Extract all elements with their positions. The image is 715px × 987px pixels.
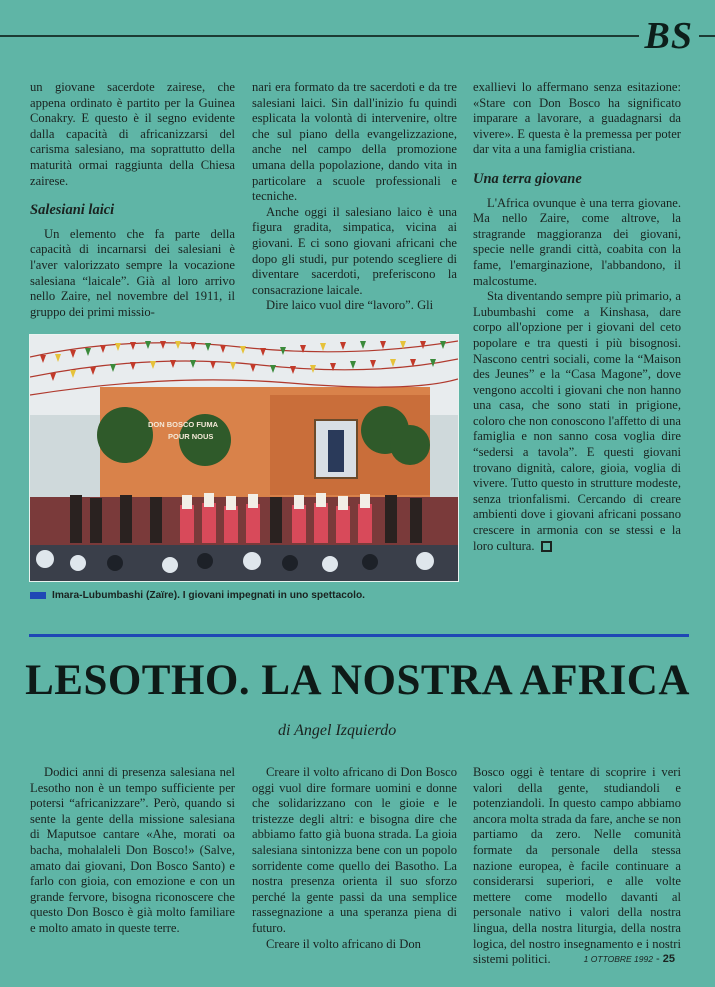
- article1-column-2: [252, 80, 457, 314]
- paragraph: L'Africa ovunque è una terra giovane. Ma nello Zaire, come altrove, la stragrande maggioranza dei giovani, specie nelle grandi città, coabita con la fame, l'emarginazione, l'abbandono, il malcostume.: [473, 195, 681, 288]
- paragraph: Creare il volto africano di Don: [266, 936, 421, 951]
- article2-column-3: [473, 765, 681, 968]
- paragraph: Dodici anni di presenza salesiana nel Lesotho non è un tempo sufficiente per potersi “africanizzare”. Però, quando si sente la gente della missione salesiana di Maputsoe cantare «Ahe, morati oa bacha, mohalaleli Don Bosco!» (Salve, amato dai giovani, Don Bosco Santo) e farlo con gioia, con emozione e con un grande fervore, bisogna riconoscere che questo Don Bosco è già molto familiare e molto amato in queste terre.: [30, 765, 235, 935]
- article1-column-3: [473, 80, 681, 554]
- paragraph: Sta diventando sempre più primario, a Lubumbashi come a Kinshasa, dare corpo all'opzione per i giovani del ceto popolare e tra questi i più bisognosi. Nascono centri sociali, come la “Maison des Jeunes” e la “Casa Magone”, dove vengono accolti i giovani che non hanno una casa, che sono stati in prigione, coloro che non conoscono l'affetto di una famiglia e non sanno cosa voglia dire “sedersi a tavola”. E questi giovani trovano dignità, calore, gioia, voglia di vivere. Tutto questo in strutture modeste, senza trionfalismi. Cercando di creare ambienti dove i giovani africani possano crescere in armonia con se stessi e la loro cultura.: [473, 289, 681, 553]
- article1-column-1: [30, 80, 235, 320]
- article-byline: di Angel Izquierdo: [278, 722, 397, 739]
- paragraph: exallievi lo affermano senza esitazione: «Stare con Don Bosco ha significato imparare a lavorare, a guadagnarsi da vivere». E questa è la premessa per poter dar vita a una famiglia cristiana.: [473, 80, 681, 157]
- paragraph: Un elemento che fa parte della capacità di incarnarsi dei salesiani è l'aver valorizzato sempre la vocazione salesiana “laicale”. Già al loro arrivo nello Zaire, nel novembre del 1911, il gruppo dei primi missio-: [30, 226, 235, 319]
- paragraph: Creare il volto africano di Don Bosco oggi vuol dire formare uomini e donne che solidarizzano con le gioie e le tristezze degli altri: e bisogna dire che abbiamo fatto già buona strada. La gioia salesiana sintonizza bene con un popolo sorridente come quello dei Basotho. La nostra presenza orienta il suo sforzo perché la gente passi da una semplice rassegnazione a una speranza piena di futuro.: [252, 765, 457, 935]
- page-footer: [584, 953, 675, 965]
- end-of-article-mark: [541, 541, 552, 552]
- section-heading: Una terra giovane: [473, 170, 582, 187]
- banner-text: DON BOSCO FUMA: [148, 420, 218, 429]
- footer-separator: -: [652, 953, 663, 965]
- paragraph: un giovane sacerdote zairese, che appena ordinato è partito per la Guinea Conakry. E questo è il segno evidente dalla capacità di africanizzarsi del carisma salesiano, ma soprattutto della maturità ormai raggiunta della Chiesa zairese.: [30, 80, 235, 188]
- article-divider: [29, 634, 689, 637]
- header-rule: [0, 35, 715, 37]
- photo-caption: Imara-Lubumbashi (Zaïre). I giovani impegnati in uno spettacolo.: [30, 590, 365, 601]
- article2-column-2: [252, 765, 457, 952]
- article-title: LESOTHO. LA NOSTRA AFRICA: [25, 657, 690, 704]
- paragraph: Dire laico vuol dire “lavoro”. Gli: [266, 298, 434, 313]
- section-heading: Salesiani laici: [30, 202, 115, 219]
- paragraph: nari era formato da tre sacerdoti e da tre salesiani laici. Sin dall'inizio fu quindi esplicata la volontà di intervenire, oltre che sul piano della evangelizzazione, anche nel campo della promozione umana della popolazione, dando vita in particolare a scuole professionali e tecniche.: [252, 80, 457, 204]
- issue-date: 1 OTTOBRE 1992: [583, 954, 653, 964]
- caption-marker: [30, 592, 46, 599]
- magazine-logo: BS: [639, 14, 699, 58]
- paragraph: Bosco oggi è tentare di scoprire i veri valori della gente, studiandoli e potenziandoli. In questo campo abbiamo ancora molta strada da fare, anche se non partiamo da zero. Nelle comunità formate da personale della stessa nazione europea, è facile continuare a considerarsi superiori, e alle volte mettere come modello davanti al personale nativo i valori della nostra lingua, della nostra liturgia, della nostra logica, del nostro insegnamento e i nostri sistemi politici.: [473, 765, 681, 967]
- article2-column-1: [30, 765, 235, 937]
- paragraph: Anche oggi il salesiano laico è una figura gradita, simpatica, vicina ai giovani. E ci sono giovani africani che dopo gli studi, pur potendo scegliere di diventare sacerdoti, preferiscono la consacrazione laicale.: [252, 204, 457, 297]
- page-number: 25: [662, 953, 675, 965]
- stage-performance-photo: [29, 334, 459, 582]
- banner-text: POUR NOUS: [168, 432, 214, 441]
